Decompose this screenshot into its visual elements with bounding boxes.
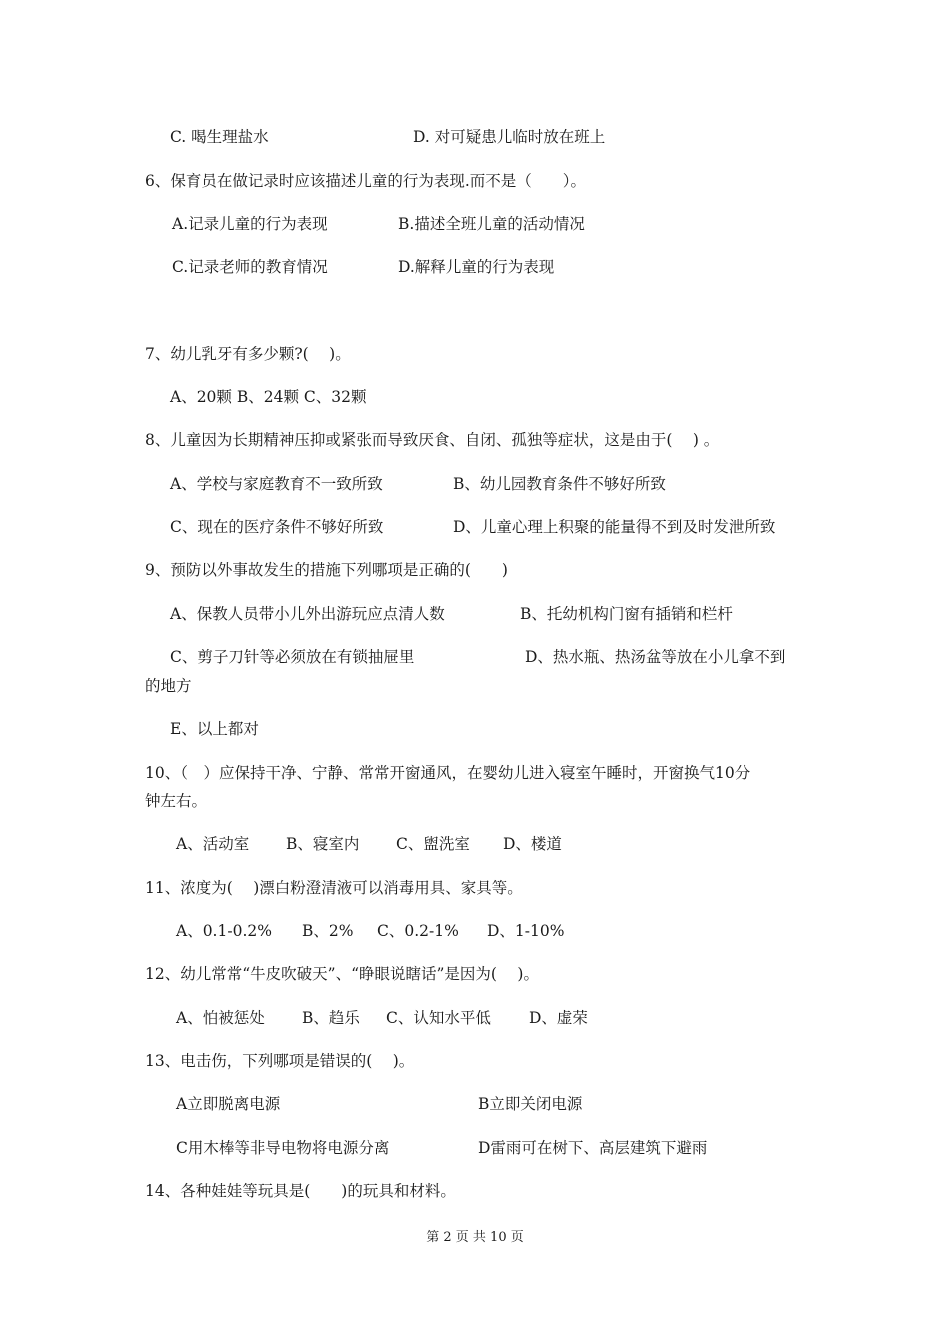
q10-option-b: B、寝室内 xyxy=(286,835,360,853)
q13-option-c: C用木棒等非导电物将电源分离 xyxy=(176,1139,390,1157)
q12-option-a: A、怕被惩处 xyxy=(176,1009,265,1027)
q9-option-d-line1: D、热水瓶、热汤盆等放在小儿拿不到 xyxy=(525,648,786,666)
q11-stem: 11、浓度为( )漂白粉澄清液可以消毒用具、家具等。 xyxy=(145,879,523,897)
q5-option-c: C. 喝生理盐水 xyxy=(170,128,269,146)
q9-option-e: E、以上都对 xyxy=(170,720,259,738)
q8-option-a: A、学校与家庭教育不一致所致 xyxy=(170,475,383,493)
q6-option-c: C.记录老师的教育情况 xyxy=(172,258,328,276)
q12-stem: 12、幼儿常常“牛皮吹破天”、“睁眼说瞎话”是因为( )。 xyxy=(145,965,539,983)
q9-option-a: A、保教人员带小儿外出游玩应点清人数 xyxy=(170,605,445,623)
q13-option-d: D雷雨可在树下、高层建筑下避雨 xyxy=(478,1139,708,1157)
q13-option-b: B立即关闭电源 xyxy=(478,1095,583,1113)
q10-stem-line2: 钟左右。 xyxy=(145,792,208,810)
q8-option-c: C、现在的医疗条件不够好所致 xyxy=(170,518,384,536)
q7-options: A、20颗 B、24颗 C、32颗 xyxy=(170,388,367,406)
q6-option-a: A.记录儿童的行为表现 xyxy=(172,215,328,233)
q14-stem: 14、各种娃娃等玩具是( )的玩具和材料。 xyxy=(145,1182,456,1200)
q13-option-a: A立即脱离电源 xyxy=(176,1095,281,1113)
q8-option-d: D、儿童心理上积聚的能量得不到及时发泄所致 xyxy=(453,518,776,536)
q9-option-b: B、托幼机构门窗有插销和栏杆 xyxy=(520,605,733,623)
q6-stem: 6、保育员在做记录时应该描述儿童的行为表现.而不是（ ）。 xyxy=(145,172,587,190)
q11-option-b: B、2% xyxy=(302,922,354,940)
q10-option-c: C、盥洗室 xyxy=(396,835,470,853)
q8-option-b: B、幼儿园教育条件不够好所致 xyxy=(453,475,666,493)
q6-option-b: B.描述全班儿童的活动情况 xyxy=(398,215,585,233)
q11-option-c: C、0.2-1% xyxy=(377,922,459,940)
q6-option-d: D.解释儿童的行为表现 xyxy=(398,258,555,276)
q5-option-d: D. 对可疑患儿临时放在班上 xyxy=(413,128,606,146)
q12-option-c: C、认知水平低 xyxy=(386,1009,491,1027)
q10-stem-line1: 10、（ ）应保持干净、宁静、常常开窗通风，在婴幼儿进入寝室午睡时，开窗换气10分 xyxy=(145,764,751,782)
q10-option-a: A、活动室 xyxy=(176,835,250,853)
q9-option-c: C、剪子刀针等必须放在有锁抽屉里 xyxy=(170,648,415,666)
q8-stem: 8、儿童因为长期精神压抑或紧张而导致厌食、自闭、孤独等症状，这是由于( ) 。 xyxy=(145,431,720,449)
q13-stem: 13、电击伤，下列哪项是错误的( )。 xyxy=(145,1052,415,1070)
q12-option-b: B、趋乐 xyxy=(302,1009,360,1027)
page-footer: 第 2 页 共 10 页 xyxy=(426,1230,524,1245)
q12-option-d: D、虚荣 xyxy=(529,1009,588,1027)
q11-option-d: D、1-10% xyxy=(487,922,565,940)
q10-option-d: D、楼道 xyxy=(503,835,562,853)
q9-stem: 9、预防以外事故发生的措施下列哪项是正确的( ) xyxy=(145,561,508,579)
q7-stem: 7、幼儿乳牙有多少颗?( )。 xyxy=(145,345,351,363)
q9-option-d-line2: 的地方 xyxy=(145,677,192,695)
q11-option-a: A、0.1-0.2% xyxy=(176,922,272,940)
